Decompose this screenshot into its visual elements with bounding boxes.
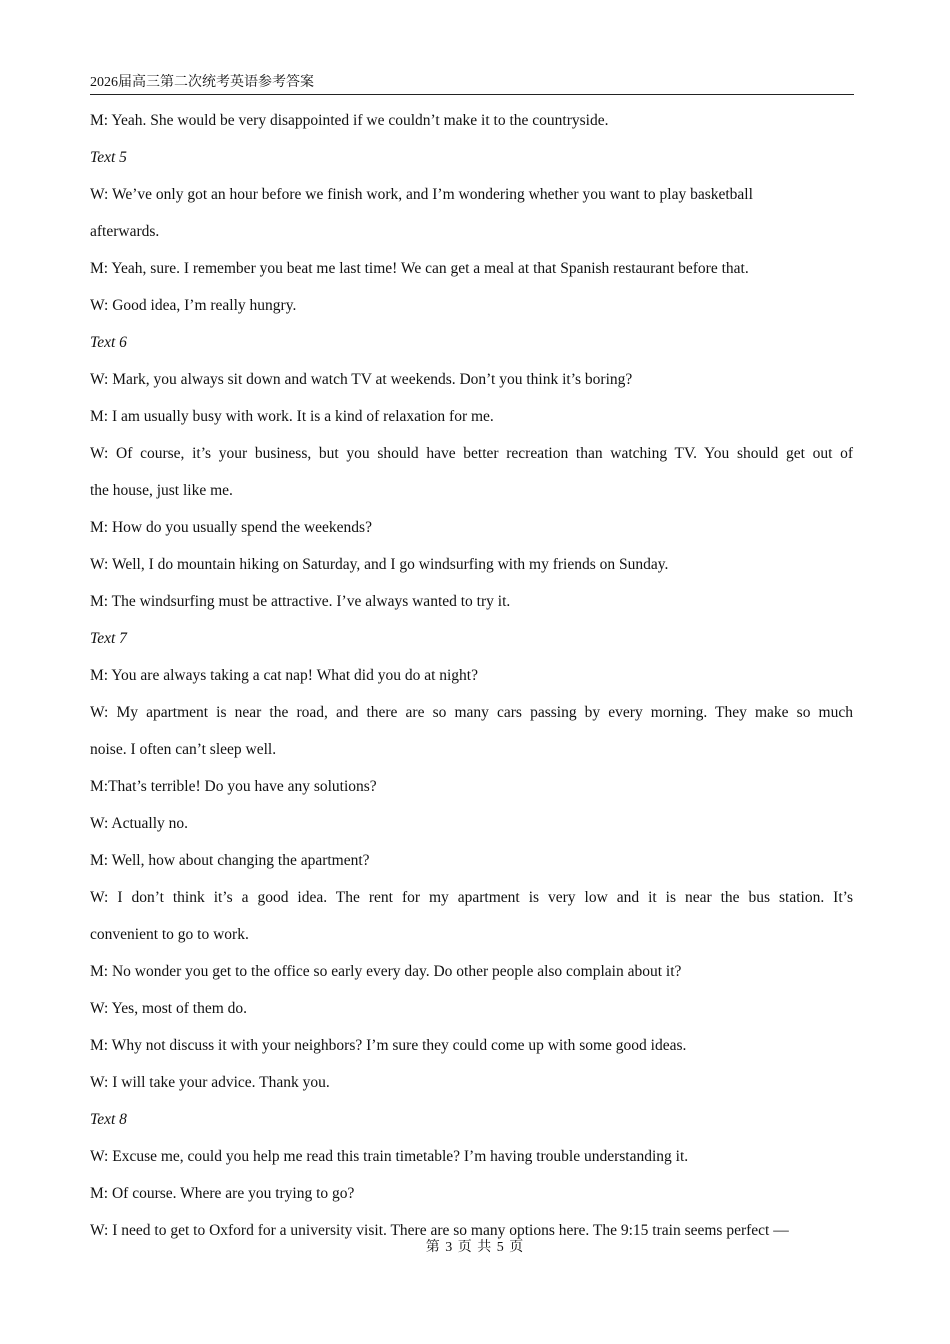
dialogue-line: M: I am usually busy with work. It is a kind of relaxation for me.: [90, 408, 494, 425]
dialogue-line: W: I don’t think it’s a good idea. The rent for my apartment is very low and it is near the bus station. It’s: [90, 889, 853, 906]
section-heading: Text 5: [90, 149, 127, 166]
dialogue-line: W: Good idea, I’m really hungry.: [90, 297, 297, 314]
dialogue-line: M: You are always taking a cat nap! What did you do at night?: [90, 667, 478, 684]
section-heading: Text 8: [90, 1111, 127, 1128]
dialogue-line: afterwards.: [90, 223, 160, 240]
dialogue-line: W: Excuse me, could you help me read this train timetable? I’m having trouble understanding it.: [90, 1148, 689, 1165]
section-heading: Text 7: [90, 630, 127, 647]
page-number: 第 3 页 共 5 页: [425, 1240, 525, 1255]
dialogue-line: M: Of course. Where are you trying to go?: [90, 1185, 355, 1202]
dialogue-line: W: I will take your advice. Thank you.: [90, 1074, 330, 1091]
dialogue-line: W: We’ve only got an hour before we finish work, and I’m wondering whether you want to play basketball: [90, 186, 753, 203]
dialogue-line: M: No wonder you get to the office so early every day. Do other people also complain about it?: [90, 963, 682, 980]
dialogue-line: W: Of course, it’s your business, but you should have better recreation than watching TV. You should get out of: [90, 445, 853, 462]
dialogue-line: W: I need to get to Oxford for a university visit. There are so many options here. The 9:15 train seems perfect —: [90, 1222, 789, 1239]
section-heading: Text 6: [90, 334, 127, 351]
dialogue-line: W: Yes, most of them do.: [90, 1000, 248, 1017]
dialogue-line: convenient to go to work.: [90, 926, 249, 943]
dialogue-line: M:That’s terrible! Do you have any solutions?: [90, 778, 377, 795]
dialogue-line: noise. I often can’t sleep well.: [90, 741, 277, 758]
document-body: [90, 102, 853, 1249]
dialogue-line: M: How do you usually spend the weekends?: [90, 519, 372, 536]
dialogue-line: W: Actually no.: [90, 815, 189, 832]
document-title: 2026届高三第二次统考英语参考答案: [90, 75, 314, 90]
dialogue-line: W: Well, I do mountain hiking on Saturday, and I go windsurfing with my friends on Sunday.: [90, 556, 669, 573]
dialogue-line: W: Mark, you always sit down and watch TV at weekends. Don’t you think it’s boring?: [90, 371, 633, 388]
dialogue-line: M: Yeah. She would be very disappointed if we couldn’t make it to the countryside.: [90, 112, 609, 129]
dialogue-line: M: Why not discuss it with your neighbors? I’m sure they could come up with some good ideas.: [90, 1037, 687, 1054]
page-header: [90, 72, 854, 95]
dialogue-line: M: Well, how about changing the apartment?: [90, 852, 370, 869]
dialogue-line: M: The windsurfing must be attractive. I’ve always wanted to try it.: [90, 593, 511, 610]
dialogue-line: W: My apartment is near the road, and there are so many cars passing by every morning. They make so much: [90, 704, 853, 721]
dialogue-line: M: Yeah, sure. I remember you beat me last time! We can get a meal at that Spanish restaurant before that.: [90, 260, 749, 277]
dialogue-line: the house, just like me.: [90, 482, 233, 499]
